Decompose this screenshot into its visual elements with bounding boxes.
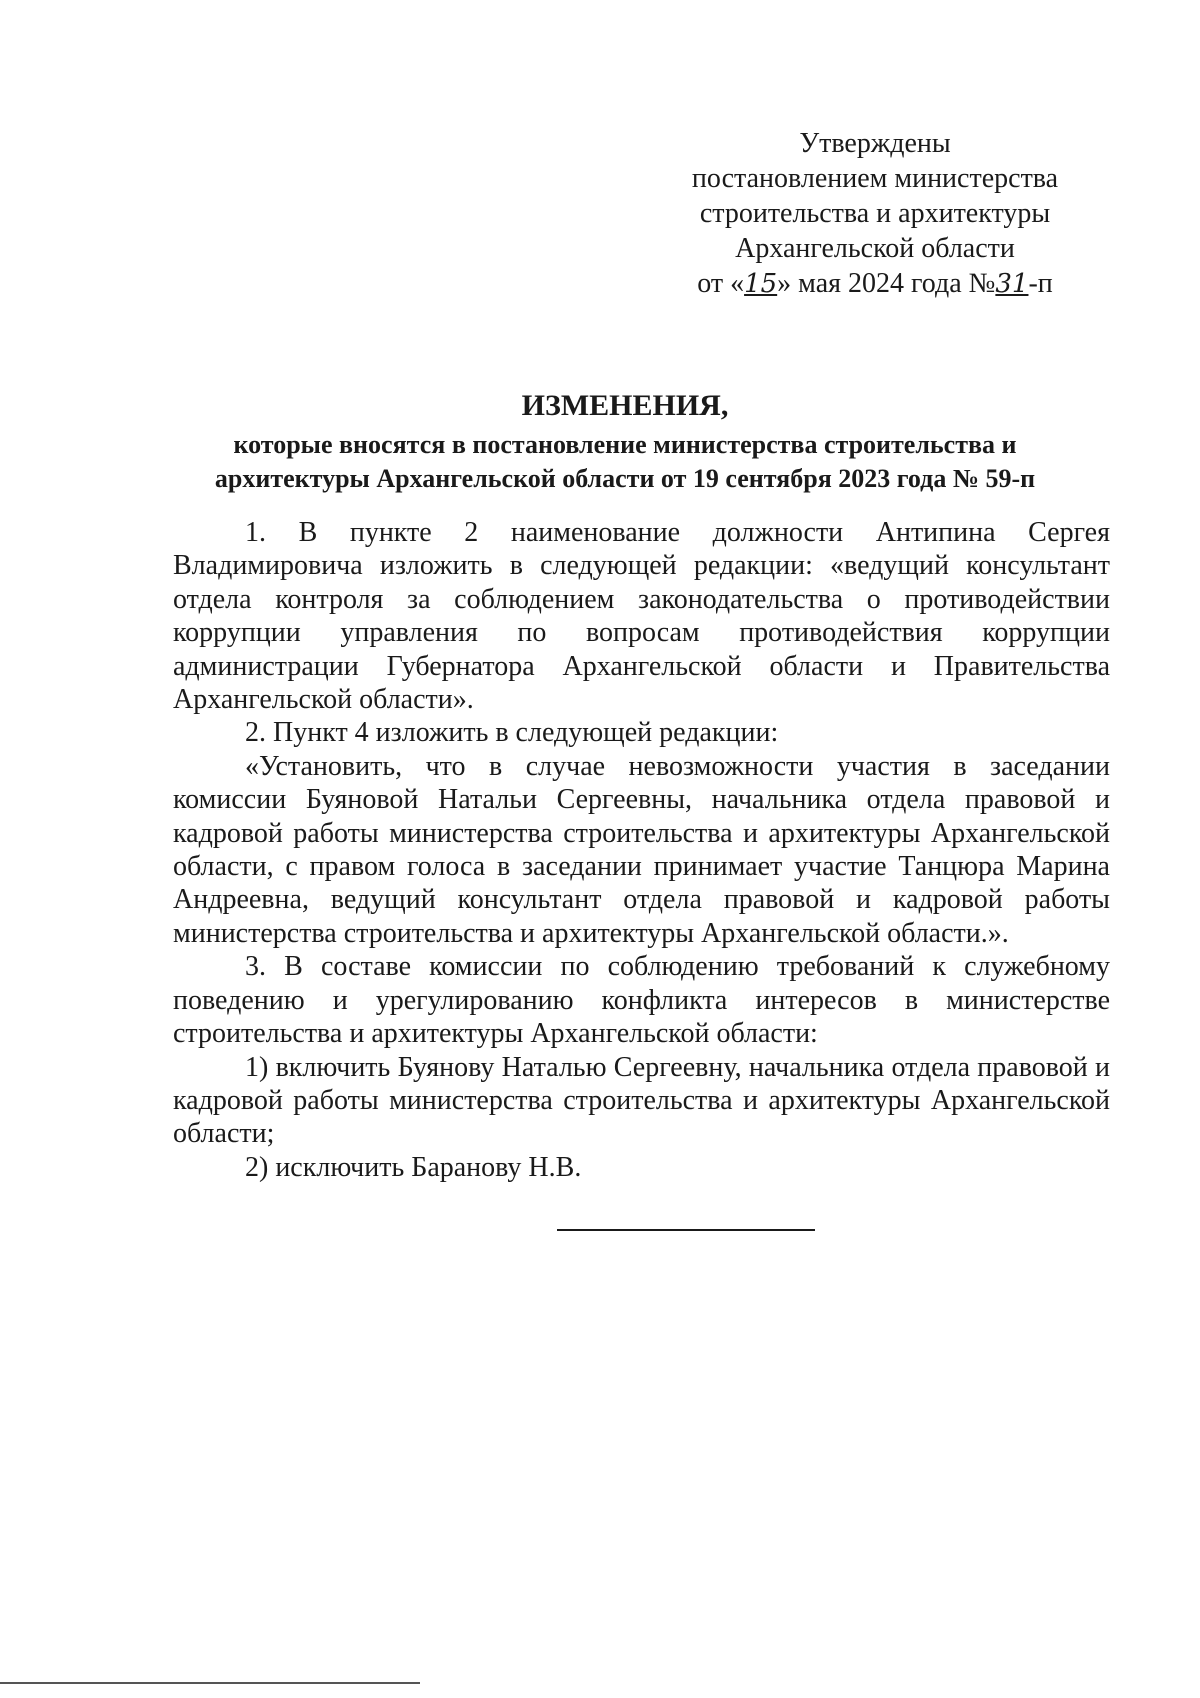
scan-edge-line — [0, 1682, 420, 1684]
approval-line-4: Архангельской области — [735, 233, 1015, 264]
approval-date-line — [640, 266, 1110, 302]
paragraph-1: 1. В пункте 2 наименование должности Антипина Сергея Владимировича изложить в следующей редакции: «ведущий консультант отдела контроля за соблюдением законодательства о противодействии коррупции управления по вопросам противодействия коррупции администрации Губернатора Архангельской области и Правительства Архангельской области». — [173, 517, 1110, 716]
approval-line-1: Утверждены — [799, 128, 951, 159]
end-separator-line — [557, 1229, 815, 1231]
date-prefix: от « — [697, 268, 745, 299]
paragraph-2: 2. Пункт 4 изложить в следующей редакции: — [245, 717, 779, 749]
date-suffix: -п — [1028, 268, 1053, 299]
approval-line-3: строительства и архитектуры — [699, 198, 1051, 229]
title-main: ИЗМЕНЕНИЯ, — [521, 389, 729, 422]
title-sub-line-1: которые вносятся в постановление министерства строительства и — [233, 430, 1017, 459]
document-title — [150, 388, 1100, 496]
document-body — [173, 516, 1110, 1184]
paragraph-3: «Установить, что в случае невозможности участия в заседании комиссии Буяновой Натальи Сергеевны, начальника отдела правовой и кадровой работы министерства строительства и архитектуры Архангельской области, с правом голоса в заседании принимает участие Танцюра Марина Андреевна, ведущий консультант отдела правовой и кадровой работы министерства строительства и архитектуры Архангельской области.». — [173, 750, 1110, 949]
paragraph-4: 3. В составе комиссии по соблюдению требований к служебному поведению и урегулированию конфликта интересов в министерстве строительства и архитектуры Архангельской области: — [173, 951, 1110, 1050]
approval-stamp — [640, 126, 1110, 302]
approval-line-2: постановлением министерства — [691, 163, 1059, 194]
date-middle: » мая 2024 года № — [777, 268, 996, 299]
handwritten-day: 15 — [744, 269, 778, 299]
handwritten-number: 31 — [995, 269, 1029, 299]
title-sub-line-2: архитектуры Архангельской области от 19 сентября 2023 года № 59-п — [214, 464, 1036, 493]
paragraph-6: 2) исключить Баранову Н.В. — [245, 1151, 582, 1183]
paragraph-5: 1) включить Буянову Наталью Сергеевну, начальника отдела правовой и кадровой работы министерства строительства и архитектуры Архангельской области; — [173, 1051, 1110, 1150]
